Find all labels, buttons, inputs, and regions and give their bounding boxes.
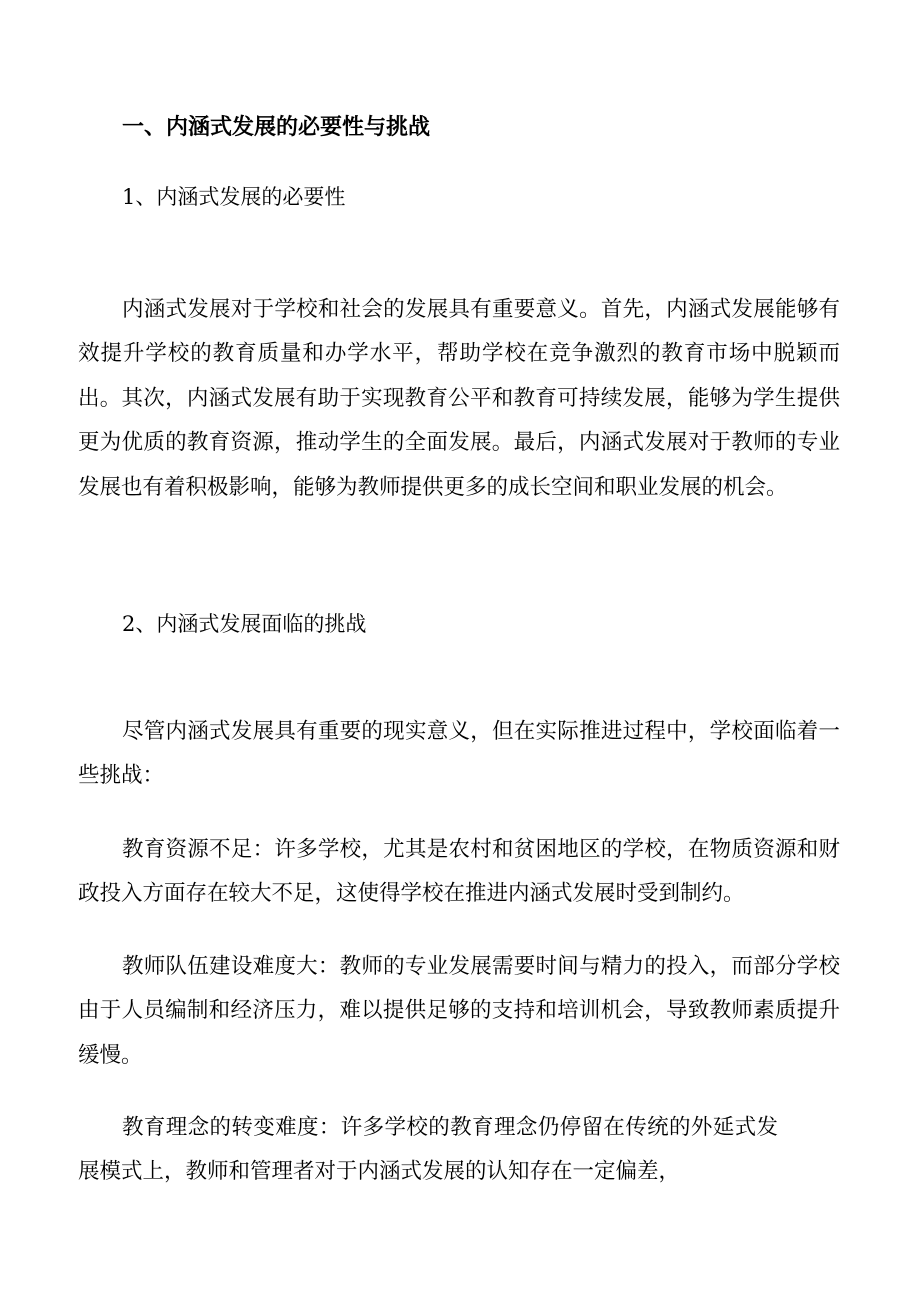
paragraph-challenges-intro: 尽管内涵式发展具有重要的现实意义，但在实际推进过程中，学校面临着一些挑战：	[78, 718, 840, 788]
paragraph-philosophy: 教育理念的转变难度：许多学校的教育理念仍停留在传统的外延式发展模式上，教师和管理者对于内涵式发展的认知存在一定偏差，	[78, 1114, 778, 1184]
paragraph-resources: 教育资源不足：许多学校，尤其是农村和贫困地区的学校，在物质资源和财政投入方面存在较大不足，这使得学校在推进内涵式发展时受到制约。	[78, 836, 840, 906]
paragraph-teachers: 教师队伍建设难度大：教师的专业发展需要时间与精力的投入，而部分学校由于人员编制和经济压力，难以提供足够的支持和培训机会，导致教师素质提升缓慢。	[78, 953, 840, 1068]
paragraph-necessity: 内涵式发展对于学校和社会的发展具有重要意义。首先，内涵式发展能够有效提升学校的教育质量和办学水平，帮助学校在竞争激烈的教育市场中脱颖而出。其次，内涵式发展有助于实现教育公平和教育可持续发展，能够为学生提供更为优质的教育资源，推动学生的全面发展。最后，内涵式发展对于教师的专业发展也有着积极影响，能够为教师提供更多的成长空间和职业发展的机会。	[78, 296, 840, 500]
section-heading: 一、内涵式发展的必要性与挑战	[122, 114, 431, 140]
subheading-necessity: 1、内涵式发展的必要性	[122, 185, 346, 209]
subheading-challenges: 2、内涵式发展面临的挑战	[122, 612, 367, 636]
